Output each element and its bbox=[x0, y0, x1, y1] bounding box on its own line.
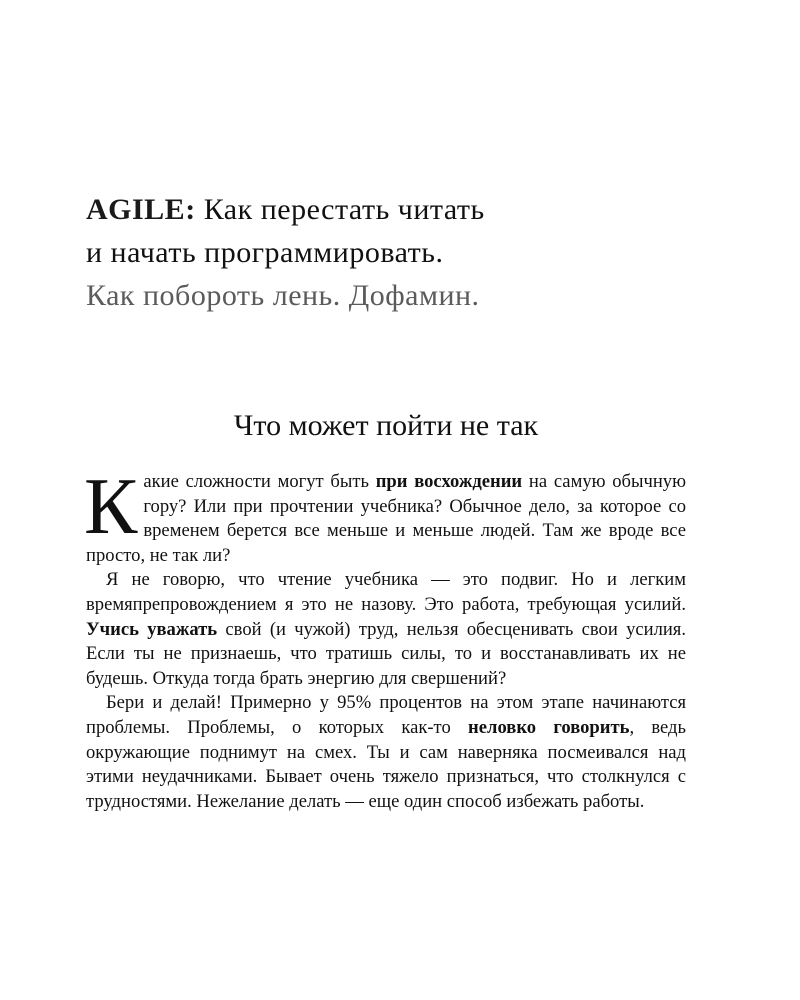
paragraph-1-text-a: акие сложности могут быть bbox=[143, 471, 376, 492]
section-title: Что может пойти не так bbox=[233, 409, 539, 442]
drop-cap: К bbox=[84, 463, 138, 551]
paragraph-1 bbox=[84, 463, 686, 568]
chapter-title-bold: AGILE: bbox=[86, 193, 196, 226]
paragraph-3 bbox=[86, 691, 686, 814]
body-text bbox=[84, 463, 687, 814]
chapter-subtitle: Как побороть лень. Дофамин. bbox=[86, 279, 480, 312]
chapter-title-line-1 bbox=[86, 188, 726, 231]
chapter-title-line-2: и начать программировать. bbox=[86, 236, 444, 269]
chapter-heading bbox=[86, 188, 726, 317]
paragraph-1-text-b: на самую обычную гору? Или при прочтении учебника? Обычное дело, за которое со временем берется все меньше и меньше людей. Там же вроде все просто, не так ли? bbox=[86, 471, 686, 566]
paragraph-1-bold: при восхождении bbox=[375, 471, 523, 492]
paragraph-2-bold: Учись уважать bbox=[86, 618, 218, 640]
paragraph-3-text-b: , ведь окружающие поднимут на смех. Ты и сам наверняка посмеивался над этими неудачниками. Бывает очень тяжело признаться, что столкнулся с трудностями. Нежелание делать — еще один способ избежать работы. bbox=[86, 716, 687, 812]
paragraph-3-text-a: Бери и делай! Примерно у 95% процентов на этом этапе начинаются проблемы. Проблемы, о которых как-то bbox=[86, 692, 686, 738]
paragraph-2-text-a: Я не говорю, что чтение учебника — это подвиг. Но и легким времяпрепровождением я это не назову. Это работа, требующая усилий. bbox=[86, 569, 686, 615]
paragraph-2 bbox=[86, 568, 686, 691]
paragraph-3-bold: неловко говорить bbox=[468, 716, 630, 738]
chapter-title-rest: Как перестать читать bbox=[195, 193, 485, 226]
paragraph-2-text-b: свой (и чужой) труд, нельзя обесценивать свои усилия. Если ты не признаешь, что тратишь силы, то и восстанавливать их не будешь. Откуда тогда брать энергию для свершений? bbox=[86, 618, 686, 689]
